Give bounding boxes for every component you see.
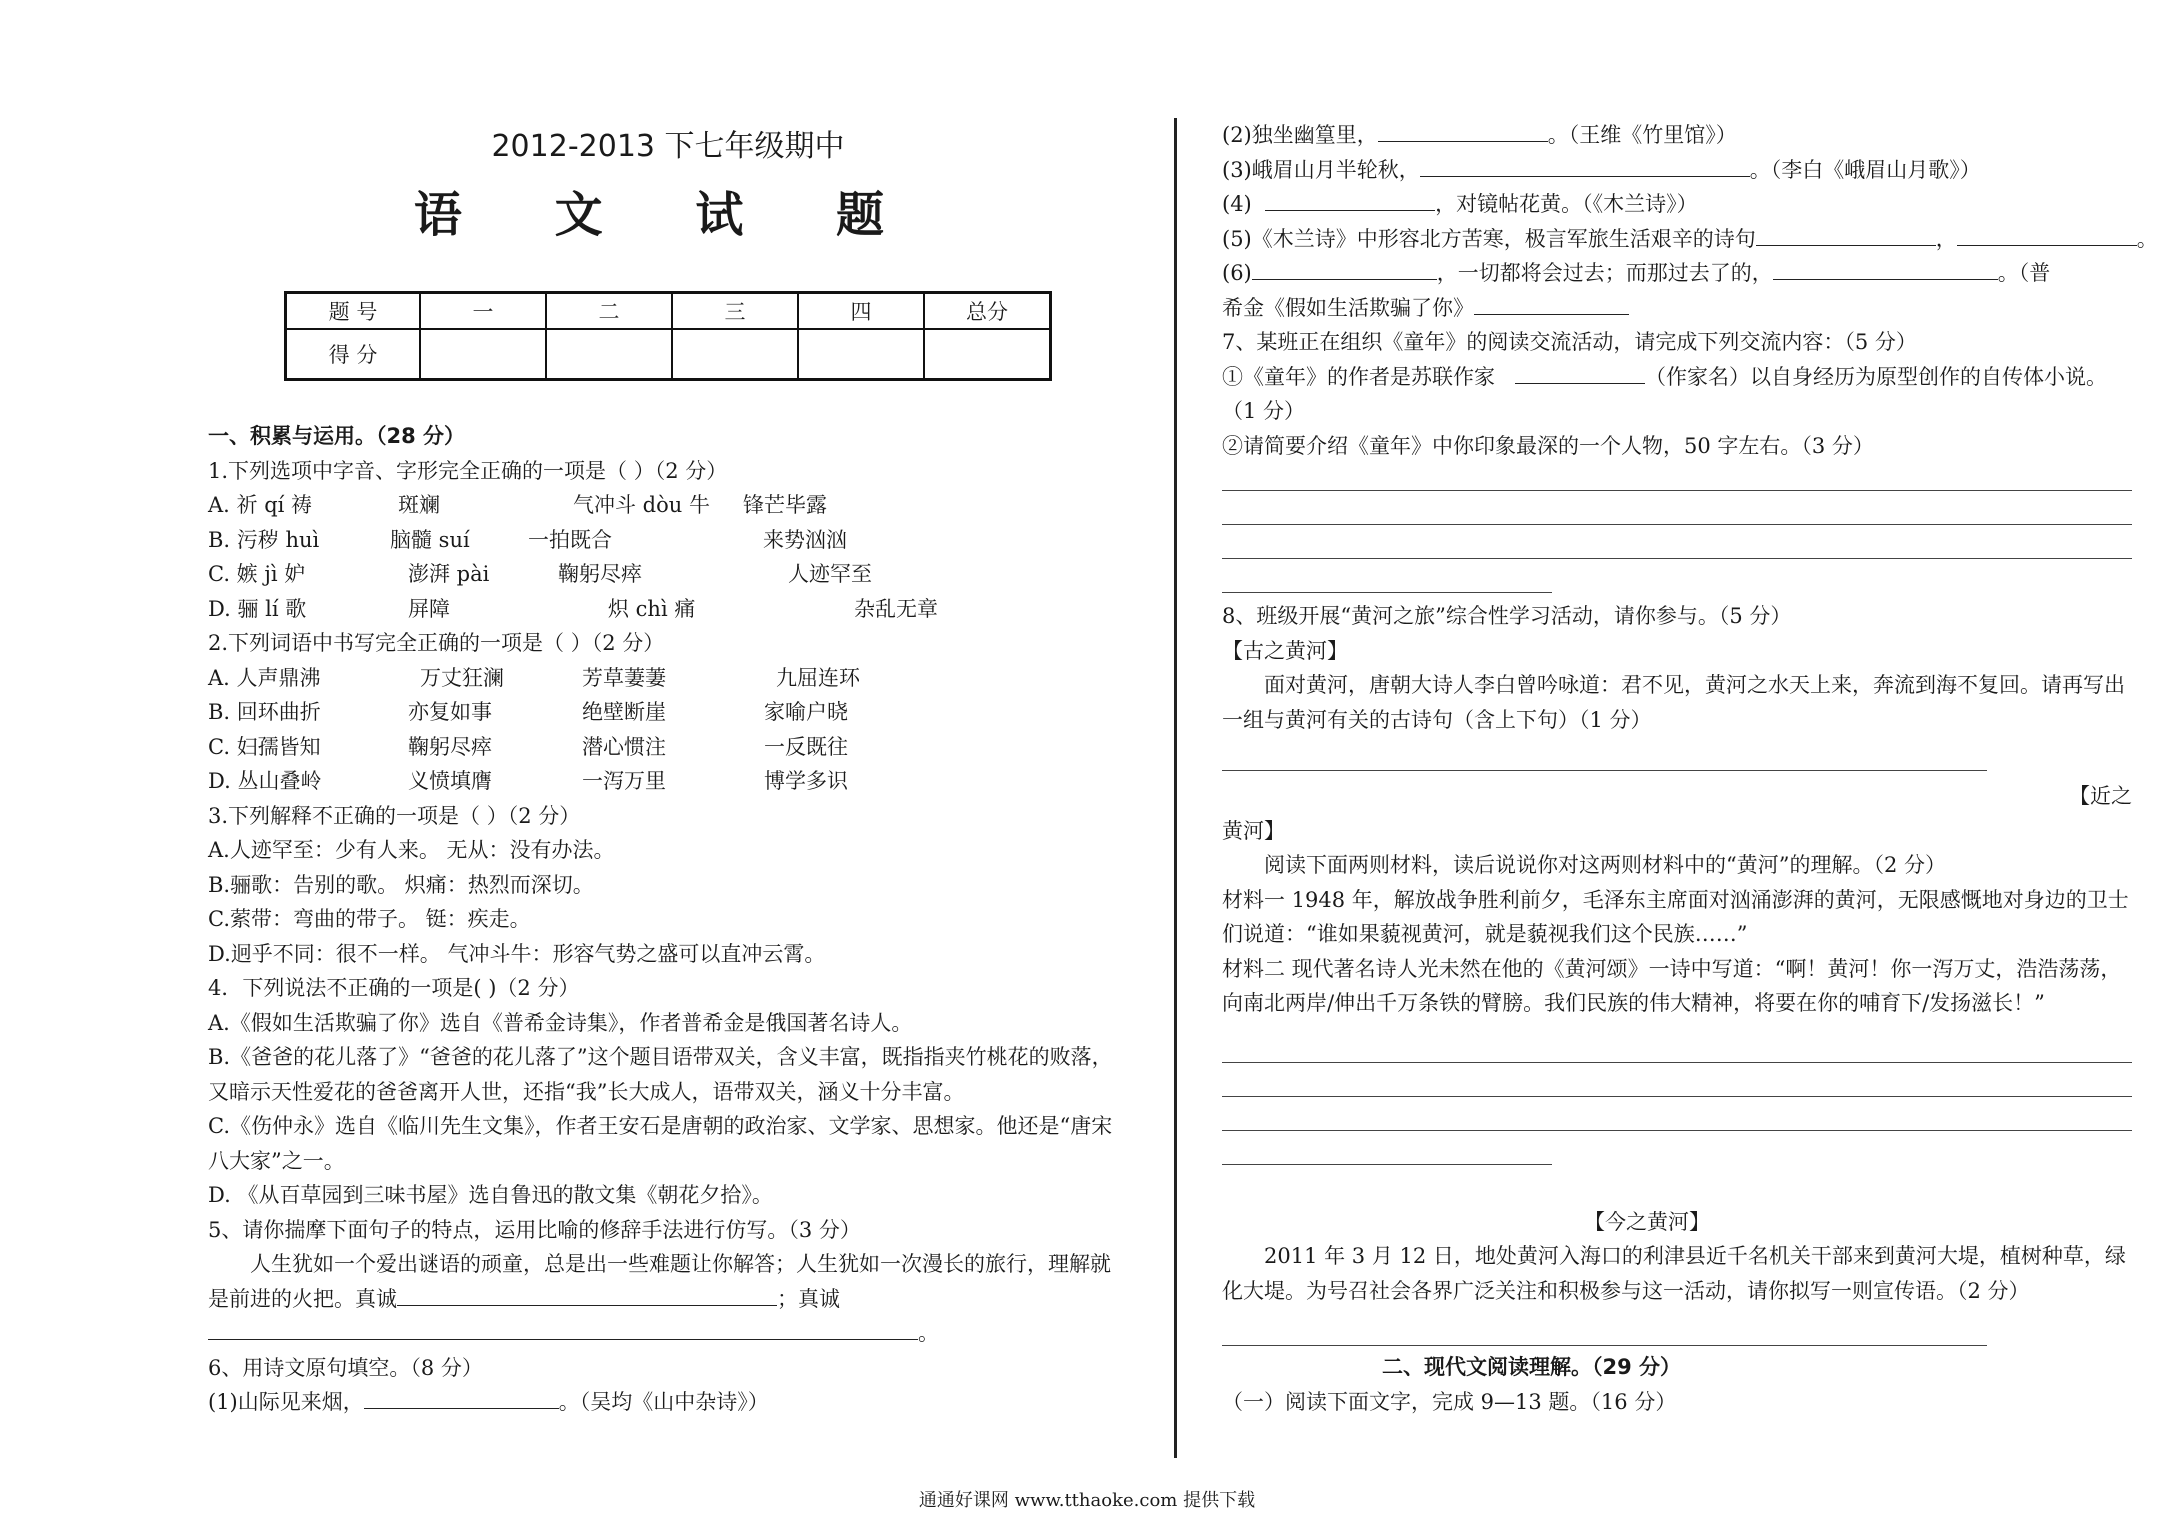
exam-subtitle: 语 文 试 题: [413, 187, 923, 243]
score-row-label: 得 分: [286, 329, 421, 380]
score-header-cell: 题 号: [286, 293, 421, 330]
q6-answer-blank[interactable]: [1252, 259, 1437, 280]
q8-modern-body: 阅读下面两则材料，读后说说你对这两则材料中的“黄河”的理解。（2 分）: [1264, 853, 1947, 877]
option-part: A. 祈 qí 祷: [208, 493, 313, 517]
q7-stem: 7、某班正在组织《童年》的阅读交流活动，请完成下列交流内容：（5 分）: [1222, 330, 1917, 354]
score-header-cell: 总分: [924, 293, 1051, 330]
score-table: [284, 291, 1052, 381]
q1-option-c: [208, 557, 1128, 592]
q5-stem: 5、请你揣摩下面句子的特点，运用比喻的修辞手法进行仿写。（3 分）: [208, 1217, 861, 1242]
q6-item-6-cont: [1222, 291, 2132, 326]
q6-text: (4): [1222, 192, 1252, 216]
q6-text: (3)峨眉山月半轮秋，: [1222, 157, 1420, 182]
q6-stem: 6、用诗文原句填空。（8 分）: [208, 1355, 483, 1380]
q3-option-b: B.骊歌：告别的歌。 炽痛：热烈而深切。: [208, 872, 594, 897]
answer-line: [1222, 1131, 1552, 1165]
option-part: B. 回环曲折: [208, 700, 321, 724]
q6-item-2: [1222, 118, 2132, 153]
q6-text: ，对镜帖花黄。（《木兰诗》）: [1435, 192, 1698, 216]
q5-answer-blank[interactable]: [208, 1319, 918, 1340]
option-part: D. 骊 lí 歌: [208, 596, 307, 621]
q2-stem: 2.下列词语中书写完全正确的一项是（ ）（2 分）: [208, 631, 665, 655]
option-part: 博学多识: [764, 769, 848, 793]
q6-item-1: [208, 1385, 1128, 1420]
q6-text: 。（普: [1997, 261, 2051, 285]
q7-text: ①《童年》的作者是苏联作家: [1222, 364, 1495, 389]
option-part: 鞠躬尽瘁: [408, 734, 492, 759]
option-part: 人迹罕至: [788, 562, 872, 586]
section1-heading: 一、积累与运用。（28 分）: [208, 424, 466, 448]
option-part: 家喻户晓: [764, 700, 848, 724]
option-part: 绝壁断崖: [582, 700, 666, 724]
q4-option-b: B.《爸爸的花儿落了》“爸爸的花儿落了”这个题目语带双关，含义丰富，既指指夹竹桃花的败落，又暗示天性爱花的爸爸离开人世，还指“我”长大成人，语带双关，涵义十分丰富。: [208, 1045, 1113, 1104]
q4-option-c: C.《伤仲永》选自《临川先生文集》，作者王安石是唐朝的政治家、文学家、思想家。他还是“唐宋八大家”之一。: [208, 1114, 1113, 1173]
q8-stem: 8、班级开展“黄河之旅”综合性学习活动，请你参与。（5 分）: [1222, 604, 1792, 628]
answer-line: [1222, 1097, 2132, 1131]
option-part: 鞠躬尽瘁: [558, 562, 642, 586]
option-part: 斑斓: [398, 493, 440, 517]
q8-today-answer-line[interactable]: [1222, 1312, 1987, 1346]
answer-line: [1222, 1063, 2132, 1097]
score-cell[interactable]: [672, 329, 798, 380]
q6-answer-blank[interactable]: [1420, 156, 1750, 177]
q5-answer-blank[interactable]: [397, 1285, 777, 1306]
q8-modern-heading-b: 黄河】: [1222, 818, 1285, 843]
q2-option-d: [208, 764, 1128, 799]
q6-item-6: [1222, 256, 2132, 291]
q6-text: 。（王维《竹里馆》）: [1547, 123, 1737, 147]
q5-end-mark: 。: [918, 1321, 939, 1345]
q1-option-b: [208, 523, 1128, 558]
q6-item-4: [1222, 187, 2132, 222]
q6-text: 。（吴均《山中杂诗》）: [558, 1390, 769, 1414]
score-cell[interactable]: [798, 329, 924, 380]
q6-answer-blank[interactable]: [1474, 294, 1629, 315]
q8-ancient-heading: 【古之黄河】: [1222, 638, 1348, 663]
option-part: 一泻万里: [582, 769, 666, 793]
q1-stem: 1.下列选项中字音、字形完全正确的一项是（ ）（2 分）: [208, 458, 728, 483]
right-column: [1222, 118, 2158, 1419]
q2-option-a: [208, 661, 1128, 696]
option-part: B. 污秽 huì: [208, 527, 320, 552]
option-part: A. 人声鼎沸: [208, 665, 321, 690]
option-part: 气冲斗 dòu 牛: [573, 493, 710, 517]
score-cell[interactable]: [546, 329, 672, 380]
q7-author-blank[interactable]: [1515, 363, 1645, 384]
q6-answer-blank[interactable]: [1756, 225, 1936, 246]
q6-text: (6): [1222, 261, 1252, 285]
option-part: 九屈连环: [776, 665, 860, 690]
option-part: 芳草萋萋: [582, 665, 666, 690]
option-part: 杂乱无章: [854, 596, 938, 621]
q7-part1-score: （1 分）: [1222, 399, 1306, 423]
score-cell[interactable]: [420, 329, 546, 380]
q8-material-2: 材料二 现代著名诗人光未然在他的《黄河颂》一诗中写道：“啊！黄河！你一泻万丈，浩浩荡荡，向南北两岸/伸出千万条铁的臂膀。我们民族的伟大精神，将要在你的哺育下/发扬滋长！”: [1222, 956, 2122, 1015]
option-part: 亦复如事: [408, 700, 492, 724]
option-part: 澎湃 pài: [408, 562, 490, 586]
option-part: 一拍既合: [528, 527, 612, 552]
q6-text: 。（李白《峨眉山月歌》）: [1749, 157, 1981, 182]
option-part: 屏障: [408, 596, 450, 621]
q8-today-heading: 【今之黄河】: [1584, 1209, 1710, 1234]
q1-option-d: [208, 592, 1128, 627]
score-header-cell: 四: [798, 293, 924, 330]
answer-line: [1222, 491, 2132, 525]
q6-item-5: [1222, 222, 2158, 257]
option-part: C. 嫉 jì 妒: [208, 562, 306, 586]
q7-part2: ②请简要介绍《童年》中你印象最深的一个人物，50 字左右。（3 分）: [1222, 433, 1874, 458]
q4-stem: 4．下列说法不正确的一项是( )（2 分）: [208, 976, 580, 1000]
option-part: 来势汹汹: [763, 527, 847, 552]
q6-text: (5)《木兰诗》中形容北方苦寒，极言军旅生活艰辛的诗句: [1222, 226, 1756, 251]
option-part: 义愤填膺: [408, 769, 492, 793]
column-divider: [1174, 118, 1177, 1458]
q8-ancient-body: 面对黄河，唐朝大诗人李白曾吟咏道：君不见，黄河之水天上来，奔流到海不复回。请再写出一组与黄河有关的古诗句（含上下句）（1 分）: [1222, 673, 2125, 732]
answer-line: [1222, 1029, 2132, 1063]
q8-today-body: 2011 年 3 月 12 日，地处黄河入海口的利津县近千名机关干部来到黄河大堤，植树种草，绿化大堤。为号召社会各界广泛关注和积极参与这一活动，请你拟写一则宣传语。（2 分）: [1222, 1244, 2126, 1303]
page-footer: 通通好课网 www.tthaoke.com 提供下载: [918, 1490, 1256, 1511]
option-part: 脑髓 suí: [390, 527, 470, 552]
q3-option-d: D.迥乎不同：很不一样。 气冲斗牛：形容气势之盛可以直冲云霄。: [208, 941, 826, 966]
q6-item-3: [1222, 153, 2132, 188]
subsection1-heading: （一）阅读下面文字，完成 9—13 题。（16 分）: [1222, 1389, 1677, 1414]
q3-stem: 3.下列解释不正确的一项是（ ）（2 分）: [208, 803, 581, 828]
answer-line: [1222, 559, 1552, 593]
q3-option-a: A.人迹罕至：少有人来。 无从：没有办法。: [208, 838, 615, 862]
q8-modern-answer-area[interactable]: [1222, 1029, 2132, 1165]
q8-ancient-answer-line[interactable]: [1222, 737, 1987, 771]
q2-option-b: [208, 695, 1128, 730]
q3-option-c: C.萦带：弯曲的带子。 铤：疾走。: [208, 907, 531, 931]
q6-text: ，: [1935, 226, 1957, 251]
q6-answer-blank[interactable]: [364, 1388, 559, 1409]
option-part: 锋芒毕露: [743, 493, 827, 517]
option-part: 潜心惯注: [582, 734, 666, 759]
q6-answer-blank[interactable]: [1265, 190, 1435, 211]
q5-tail-text: ；真诚: [777, 1286, 840, 1311]
q6-answer-blank[interactable]: [1378, 121, 1548, 142]
q6-answer-blank[interactable]: [1773, 259, 1998, 280]
q8-material-1: 材料一 1948 年，解放战争胜利前夕，毛泽东主席面对汹涌澎湃的黄河，无限感慨地对身边的卫士们说道：“谁如果藐视黄河，就是藐视我们这个民族……”: [1222, 887, 2129, 946]
q6-answer-blank[interactable]: [1957, 225, 2137, 246]
q4-option-d: D. 《从百草园到三味书屋》选自鲁迅的散文集《朝花夕拾》。: [208, 1183, 773, 1207]
score-cell[interactable]: [924, 329, 1051, 380]
q4-option-a: A.《假如生活欺骗了你》选自《普希金诗集》，作者普希金是俄国著名诗人。: [208, 1010, 913, 1035]
score-header-cell: 一: [420, 293, 546, 330]
score-header-cell: 二: [546, 293, 672, 330]
exam-title: 2012-2013 下七年级期中: [491, 129, 845, 164]
score-header-cell: 三: [672, 293, 798, 330]
q6-text: (2)独坐幽篁里，: [1222, 123, 1378, 147]
option-part: 万丈狂澜: [420, 665, 504, 690]
left-column: [208, 125, 1128, 1420]
q7-part1: [1222, 360, 2132, 395]
q6-text: ，一切都将会过去；而那过去了的，: [1436, 261, 1773, 285]
q2-option-c: [208, 730, 1128, 765]
option-part: C. 妇孺皆知: [208, 734, 321, 759]
q1-option-a: [208, 488, 1128, 523]
option-part: 一反既往: [764, 734, 848, 759]
option-part: D. 丛山叠岭: [208, 769, 322, 793]
q7-text: （作家名）以自身经历为原型创作的自传体小说。: [1645, 364, 2108, 389]
q5-prompt-text: 人生犹如一个爱出谜语的顽童，总是出一些难题让你解答；人生犹如一次漫长的旅行，理解就是前进的火把。真诚: [208, 1252, 1111, 1311]
q6-text: (1)山际见来烟，: [208, 1390, 364, 1414]
option-part: 炽 chì 痛: [608, 596, 696, 621]
answer-line: [1222, 525, 2132, 559]
q6-text: 。: [2136, 226, 2158, 251]
q7-answer-area[interactable]: [1222, 457, 2132, 593]
q8-modern-heading-a: 【近之: [2069, 784, 2132, 808]
q5-line2: [208, 1316, 1128, 1351]
section2-heading: 二、现代文阅读理解。（29 分）: [1382, 1355, 1682, 1379]
q6-text: 希金《假如生活欺骗了你》: [1222, 295, 1474, 320]
q5-body: [208, 1247, 1128, 1316]
